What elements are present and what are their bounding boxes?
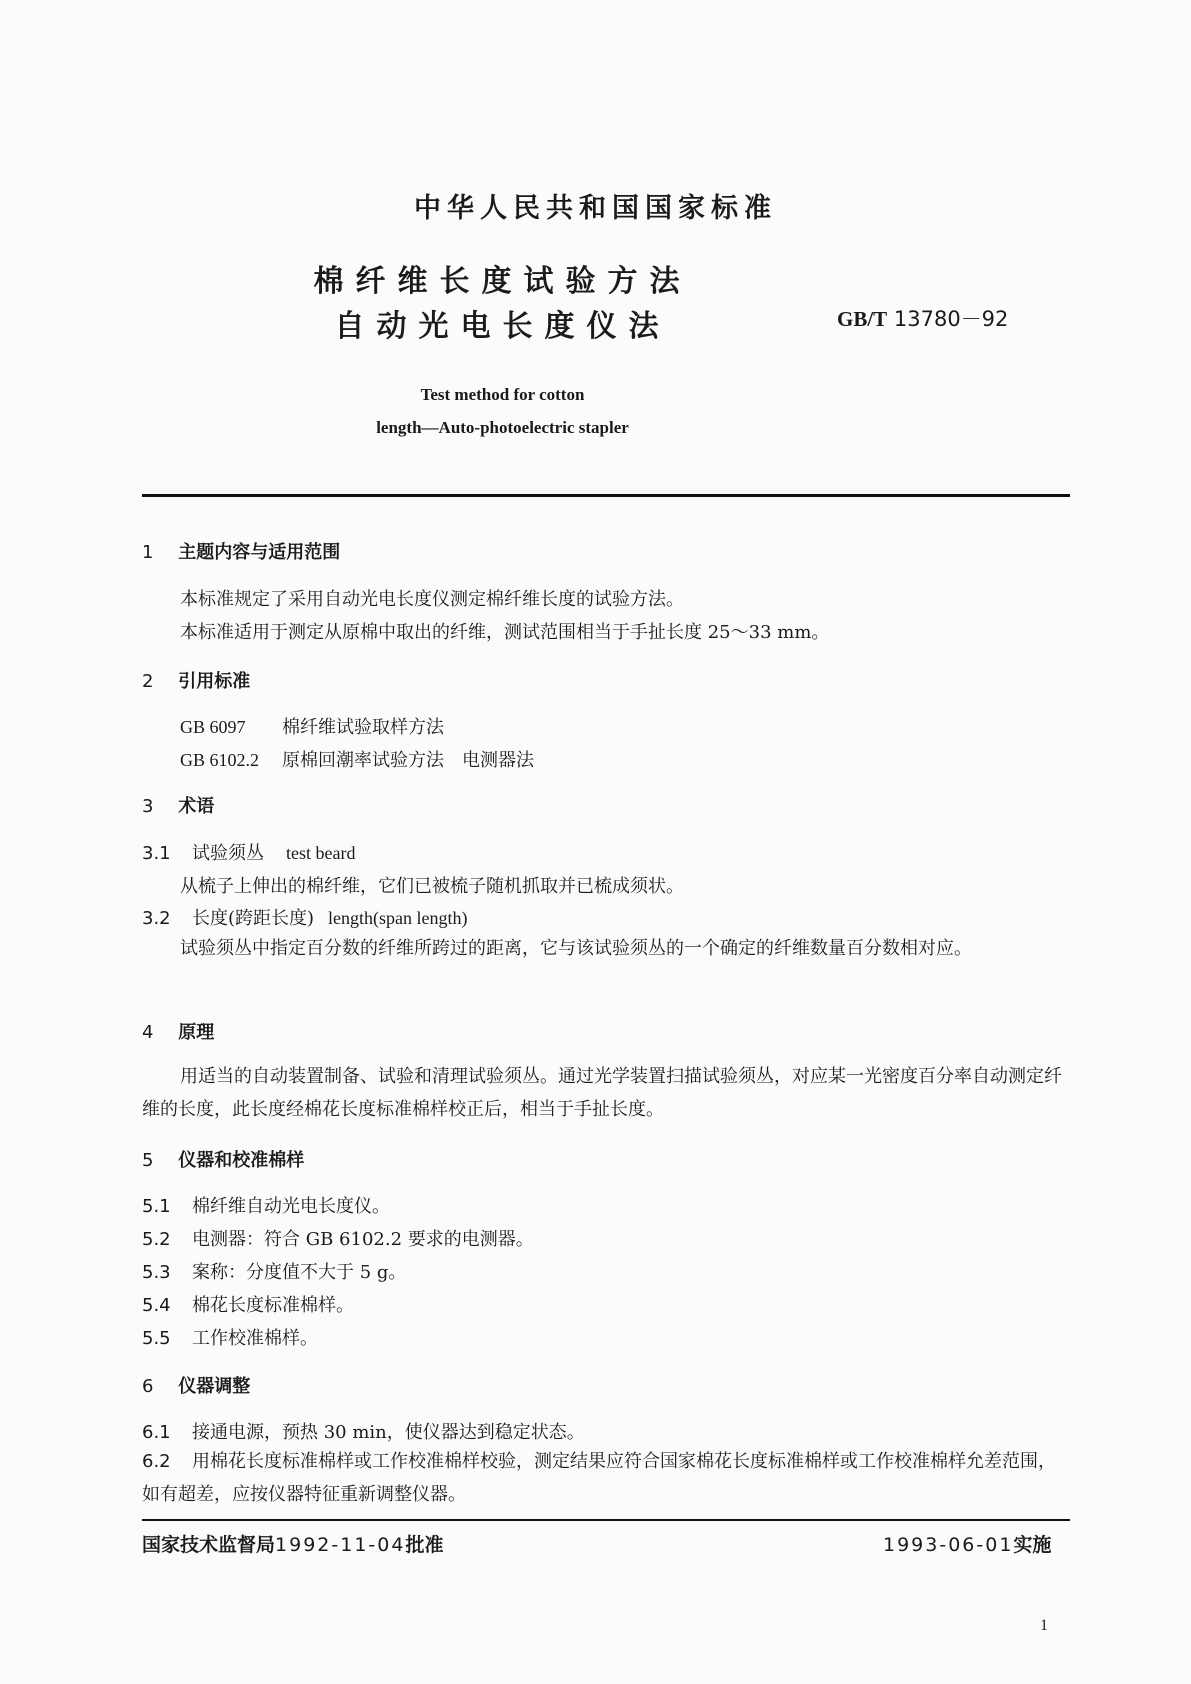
term-name: 长度(跨距长度): [192, 908, 315, 929]
item-number: 5.1: [142, 1196, 171, 1217]
list-item: [142, 1258, 406, 1284]
approval-line: [142, 1530, 443, 1557]
reference-title: 棉纤维试验取样方法: [282, 717, 444, 738]
section-4-heading: [142, 1018, 214, 1044]
approval-word: 批准: [405, 1534, 444, 1556]
reference-code: GB 6102.2: [180, 750, 260, 770]
section-1-paragraph-1: 本标准规定了采用自动光电长度仪测定棉纤维长度的试验方法。: [180, 589, 684, 610]
item-number: 5.2: [142, 1229, 171, 1250]
item-text: 工作校准棉样。: [192, 1328, 318, 1349]
item-number: 5.4: [142, 1295, 171, 1316]
reference-item: [180, 713, 444, 739]
section-3-heading: [142, 792, 214, 818]
approval-date: 1992-11-04: [275, 1534, 406, 1556]
title-zh-line1: 棉纤维长度试验方法: [313, 264, 692, 299]
section-title: 仪器调整: [178, 1376, 251, 1397]
section-1-paragraph-2: 本标准适用于测定从原棉中取出的纤维，测试范围相当于手扯长度 25～33 mm。: [180, 622, 830, 643]
header-divider: [142, 494, 1070, 497]
standard-number-value: 13780－92: [893, 307, 1009, 331]
section-title: 仪器和校准棉样: [178, 1150, 305, 1171]
reference-item: [180, 746, 534, 772]
section-number: 5: [142, 1150, 154, 1171]
list-item: [142, 1291, 354, 1317]
section-number: 3: [142, 796, 154, 817]
title-en-line2: length—Auto-photoelectric stapler: [376, 418, 629, 437]
section-1-heading: [142, 538, 340, 564]
item-text: 棉花长度标准棉样。: [192, 1295, 354, 1316]
term-definition: 试验须丛中指定百分数的纤维所跨过的距离，它与该试验须丛的一个确定的纤维数量百分数相对应。: [180, 938, 972, 959]
reference-code: GB 6097: [180, 717, 246, 737]
footer-divider: [142, 1519, 1070, 1521]
item-number: 3.2: [142, 908, 171, 929]
title-zh-line2: 自动光电长度仪法: [334, 309, 671, 344]
effective-date: 1993-06-01: [883, 1534, 1014, 1556]
section-title: 主题内容与适用范围: [178, 542, 341, 563]
term-en: test beard: [286, 843, 356, 863]
standard-number: [837, 303, 1008, 333]
section-title: 术语: [178, 796, 215, 817]
section-6-heading: [142, 1372, 250, 1398]
section-4-paragraph: 用适当的自动装置制备、试验和清理试验须丛。通过光学装置扫描试验须丛，对应某一光密度百分率自动测定纤维的长度，此长度经棉花长度标准棉样校正后，相当于手扯长度。: [142, 1066, 1062, 1120]
section-2-heading: [142, 667, 250, 693]
item-text: 电测器：符合 GB 6102.2 要求的电测器。: [192, 1229, 534, 1250]
section-5-heading: [142, 1146, 304, 1172]
item-text: 棉纤维自动光电长度仪。: [192, 1196, 390, 1217]
list-item: [142, 1324, 318, 1350]
standard-type-header: 中华人民共和国国家标准: [414, 193, 777, 224]
term-item: [142, 904, 468, 930]
item-number: 5.3: [142, 1262, 171, 1283]
section-number: 2: [142, 671, 154, 692]
approval-org: 国家技术监督局: [142, 1534, 276, 1556]
section-title: 引用标准: [178, 671, 251, 692]
standard-code: GB/T: [837, 307, 888, 331]
item-text: 接通电源，预热 30 min，使仪器达到稳定状态。: [192, 1422, 585, 1443]
term-en: length(span length): [328, 908, 468, 928]
list-item: [142, 1225, 534, 1251]
item-text: 案称：分度值不大于 5 g。: [192, 1262, 407, 1283]
list-item: [142, 1445, 1070, 1511]
list-item: [142, 1418, 585, 1444]
term-name: 试验须丛: [192, 843, 264, 864]
effective-line: [883, 1530, 1051, 1557]
item-number: 6.1: [142, 1422, 171, 1443]
title-en-line1: Test method for cotton: [420, 385, 585, 404]
item-text: 用棉花长度标准棉样或工作校准棉样校验，测定结果应符合国家棉花长度标准棉样或工作校准棉样允差范围，如有超差，应按仪器特征重新调整仪器。: [142, 1451, 1056, 1505]
term-item: [142, 839, 355, 865]
section-number: 6: [142, 1376, 154, 1397]
list-item: [142, 1192, 390, 1218]
item-number: 5.5: [142, 1328, 171, 1349]
reference-title: 原棉回潮率试验方法 电测器法: [282, 750, 534, 771]
item-number: 6.2: [142, 1451, 171, 1472]
term-definition: 从梳子上伸出的棉纤维，它们已被梳子随机抓取并已梳成须状。: [180, 876, 684, 897]
page-number: 1: [1040, 1617, 1048, 1634]
effective-word: 实施: [1013, 1534, 1052, 1556]
item-number: 3.1: [142, 843, 171, 864]
section-number: 4: [142, 1022, 154, 1043]
section-number: 1: [142, 542, 154, 563]
section-title: 原理: [178, 1022, 215, 1043]
